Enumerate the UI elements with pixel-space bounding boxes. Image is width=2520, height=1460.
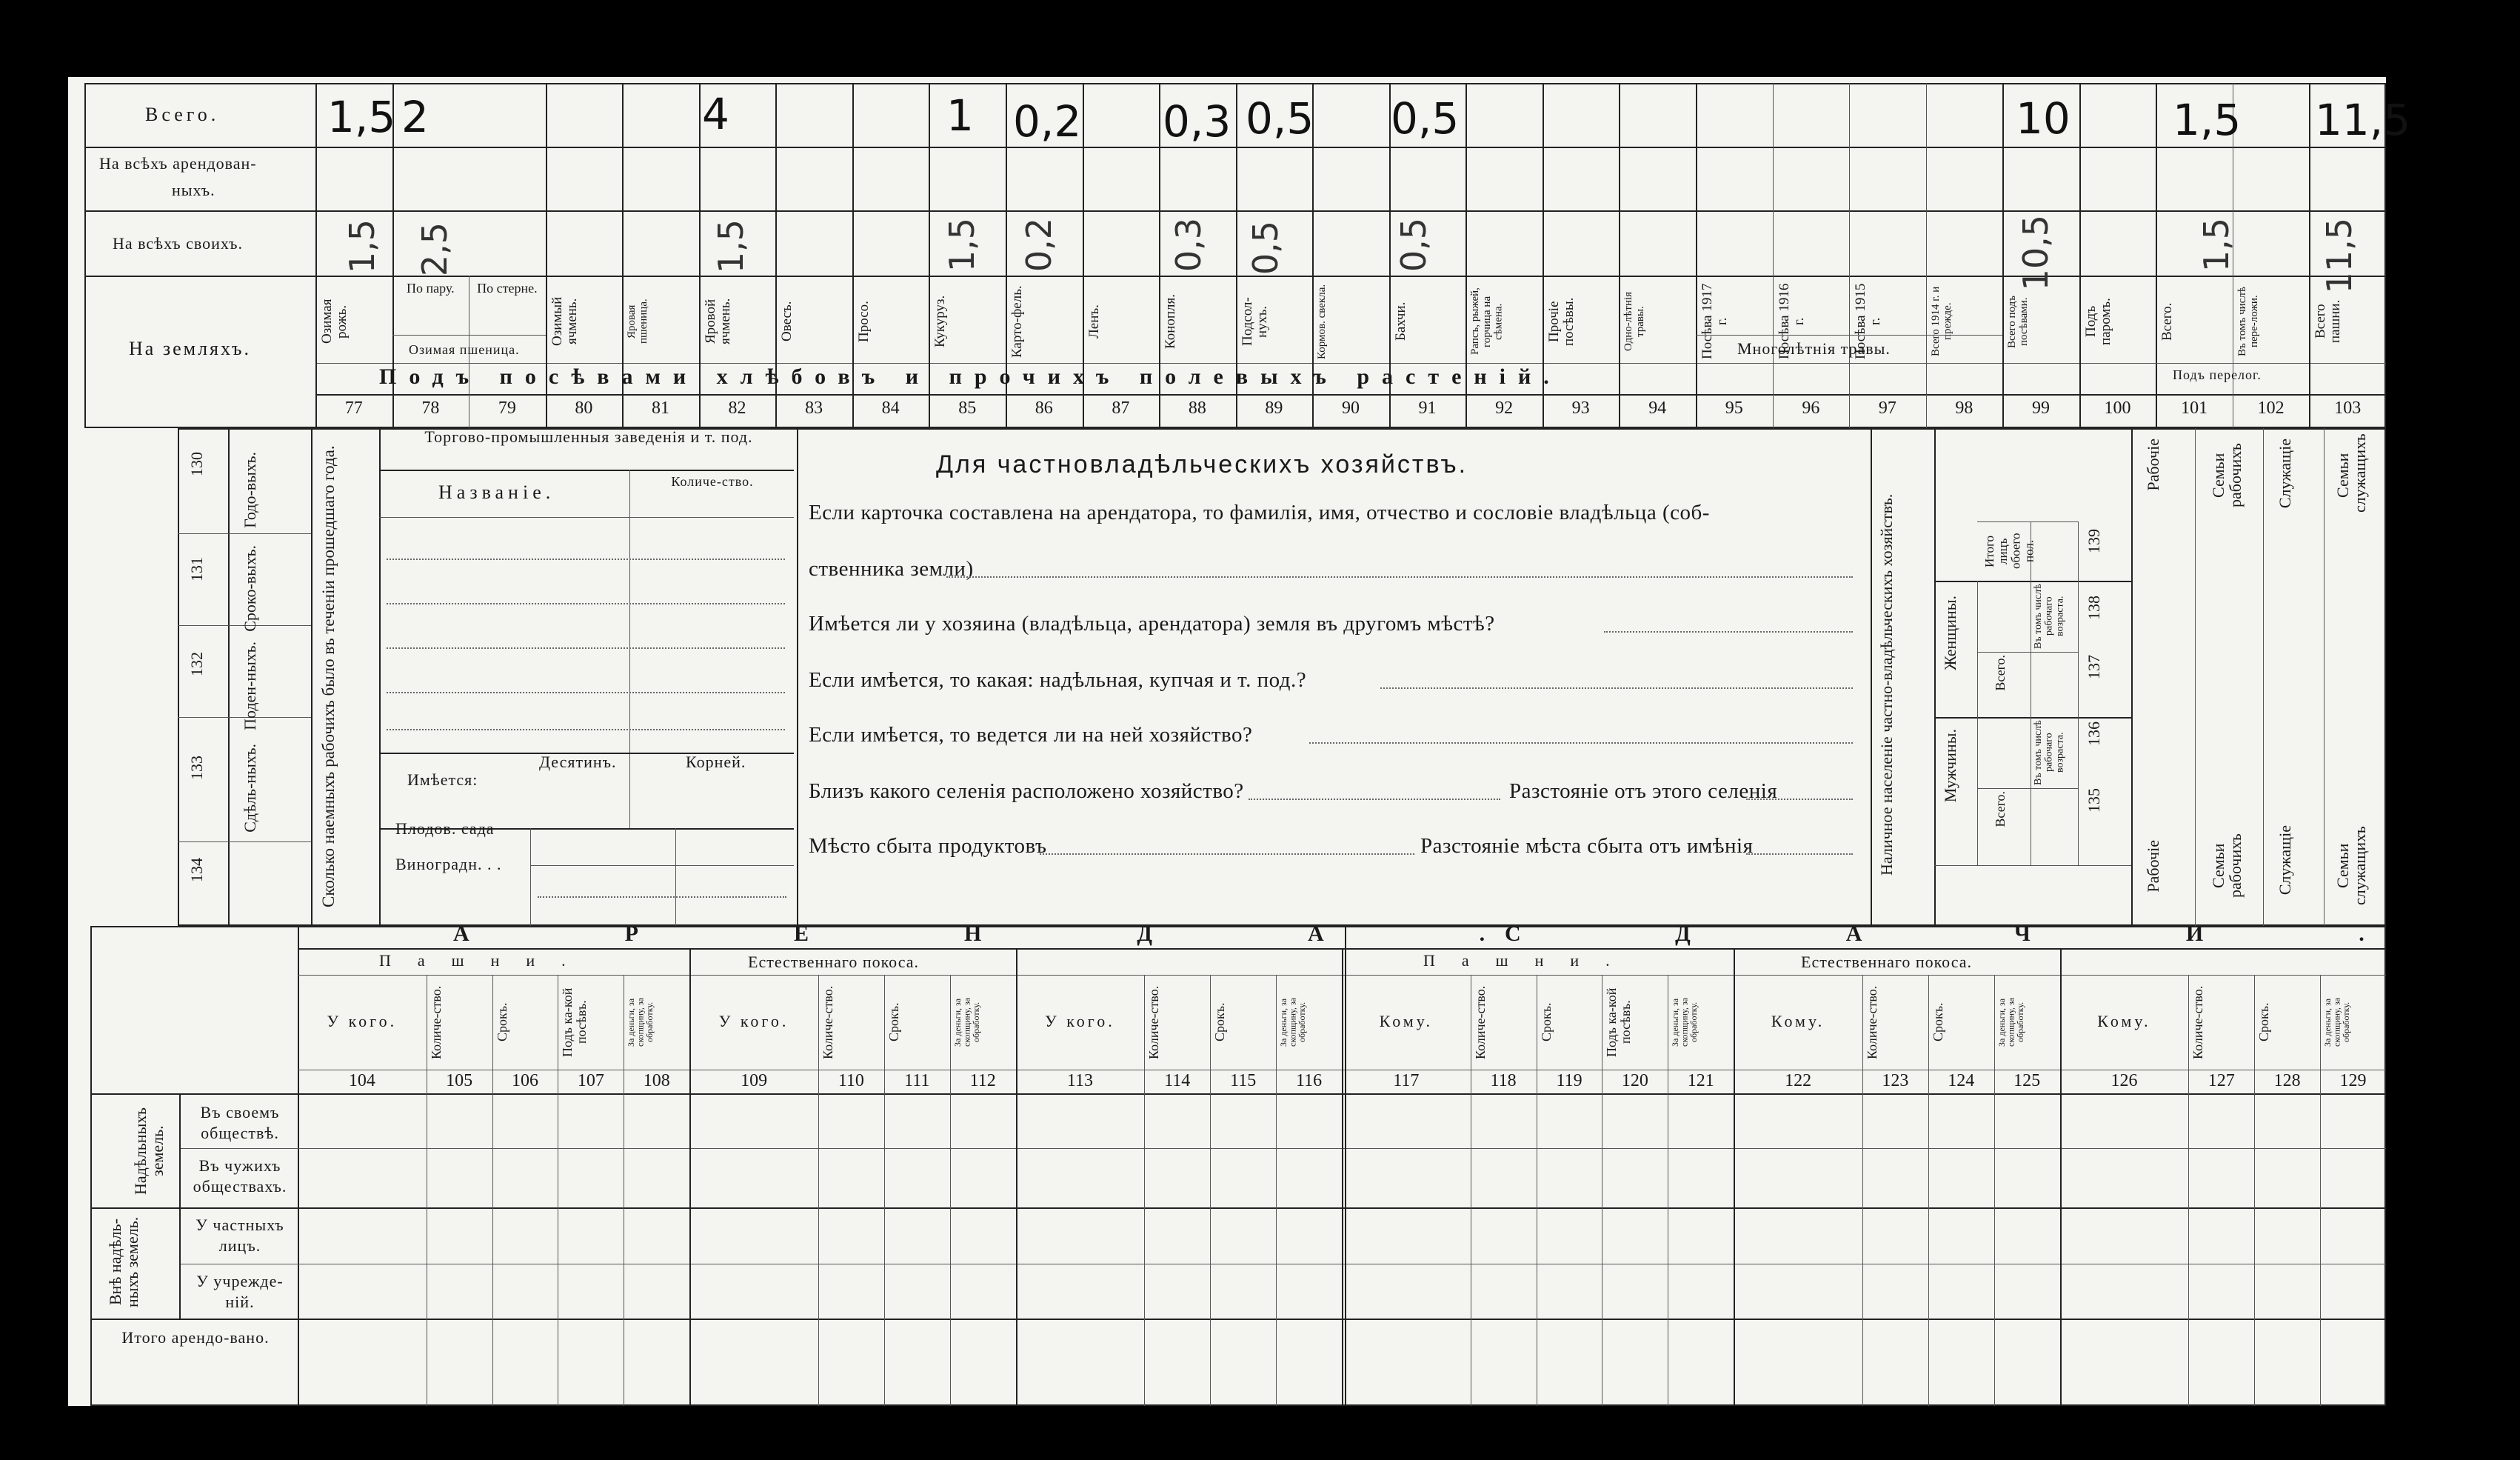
lease-column-number: 118 (1490, 1071, 1517, 1090)
divider (90, 1093, 2386, 1095)
crops-banner: Подъ посѣвами хлѣбовъ и прочихъ полевыхъ растеній. (379, 364, 1562, 389)
crop-header: Рапсъ, рыжей, горчица на сѣмена. (1469, 287, 1505, 356)
crop-column-number: 79 (498, 399, 516, 418)
crop-header: Карто-фель. (1009, 285, 1025, 358)
crop-column-number: 100 (2104, 399, 2131, 418)
divider (1144, 975, 1145, 1406)
divider (818, 975, 819, 1406)
lease-column-number: 112 (969, 1071, 996, 1090)
lease-column-number: 123 (1882, 1071, 1909, 1090)
row-chuzhih: Въ чужихъ обществахъ. (193, 1156, 287, 1196)
q-line-7: Разстояніе отъ этого селенія (1509, 779, 1778, 803)
crop-header: Всего. (2159, 302, 2176, 341)
workers-godovyh: Годо-выхъ. (241, 452, 259, 528)
crop-column-number: 102 (2257, 399, 2285, 418)
row-label-svoih: На всѣхъ своихъ. (113, 234, 243, 253)
workers-number: 130 (187, 452, 206, 476)
divider (1276, 975, 1277, 1406)
row-uchrezhdeniy: У учрежде-ній. (196, 1272, 284, 1311)
divider (530, 865, 794, 866)
divider (1994, 975, 1995, 1406)
itogo-obobshch-label: Итого лицъ обоего пол. (1982, 533, 2036, 570)
divider (1977, 581, 1978, 865)
hw-svoih-kukuruza: 1,5 (942, 218, 982, 273)
divider (298, 926, 299, 1406)
right-sluzh-bot: Служащіе (2276, 825, 2294, 896)
q-line-5: Если имѣется, то ведется ли на ней хозяйство? (809, 723, 1253, 747)
crop-column-number: 91 (1418, 399, 1437, 418)
crop-column-number: 93 (1571, 399, 1590, 418)
crop-column-number: 87 (1112, 399, 1130, 418)
divider (530, 828, 531, 926)
divider (1934, 581, 2131, 582)
right-rabochie-bot: Рабочіе (2144, 840, 2162, 893)
crop-header: По стерне. (477, 281, 538, 296)
answer-line (1040, 853, 1414, 855)
dotted-line (387, 603, 785, 604)
pop-number: 137 (2085, 655, 2103, 679)
crop-header: Яровой ячмень. (702, 298, 733, 345)
row-label-vsego: Всего. (145, 104, 220, 125)
divider (2156, 363, 2309, 364)
hw-svoih-bahchi: 0,5 (1394, 218, 1434, 273)
divider (315, 83, 317, 428)
lease-column-number: 116 (1295, 1071, 1323, 1090)
answer-line (1249, 799, 1500, 800)
divider (392, 335, 546, 336)
crop-header: Бахчи. (1392, 301, 1408, 341)
crop-column-number: 99 (2031, 399, 2050, 418)
crop-header: Просо. (855, 301, 872, 342)
pop-v-tom-chisle-m: Въ томъ числѣ рабочаго возраста. (2033, 720, 2066, 785)
hw-svoih-kartofel: 0,2 (1019, 218, 1059, 273)
right-rabochie-top: Рабочіе (2144, 439, 2162, 491)
lease-column-number: 106 (512, 1071, 538, 1090)
crop-column-number: 86 (1035, 399, 1053, 418)
divider (675, 828, 676, 926)
desyatin-label: Десятинъ. (539, 753, 617, 771)
row-label-arend-1: На всѣхъ арендован- (99, 154, 257, 173)
workers-podennyh: Поден-ныхъ. (241, 641, 259, 730)
divider (1934, 865, 2131, 866)
pokosa-arenda: Естественнаго покоса. (748, 953, 920, 971)
divider (1696, 335, 2002, 336)
divider (1849, 83, 1850, 428)
answer-line (1746, 853, 1853, 855)
lease-column-number: 125 (2013, 1071, 2041, 1090)
right-semi-sluzh-bot: Семьи служащихъ (2333, 826, 2370, 906)
hw-svoih-pashni: 11,5 (2319, 218, 2359, 294)
divider (2309, 83, 2310, 428)
q-line-3: Имѣется ли у хозяина (владѣльца, арендатора) земля въ другомъ мѣстѣ? (809, 612, 1495, 636)
divider (492, 975, 493, 1406)
crop-column-number: 96 (1802, 399, 1820, 418)
crop-column-number: 95 (1725, 399, 1743, 418)
lease-column-header: Кому. (1771, 1012, 1825, 1030)
divider (228, 428, 230, 926)
vinograd-label: Виноградн. . . (395, 855, 502, 873)
crop-column-number: 84 (881, 399, 900, 418)
hw-vsego-yarovoy: 4 (702, 89, 729, 139)
divider (1871, 428, 1872, 926)
q-line-1: Если карточка составлена на арендатора, то фамилія, имя, отчество и сословіе владѣльца (соб- (809, 501, 1710, 524)
hw-svoih-ozimaya: 1,5 (342, 219, 382, 274)
ozimaya-pshenitsa-label: Озимая пшеница. (409, 342, 520, 357)
lease-column-header: Срокъ. (886, 1002, 901, 1042)
lease-column-number: 120 (1621, 1071, 1648, 1090)
nazvanie-label: Названіе. (438, 481, 555, 503)
lease-column-header: Срокъ. (1212, 1002, 1228, 1042)
crop-header: Озимый ячмень. (549, 296, 580, 347)
divider (315, 363, 2386, 364)
pop-v-tom-chisle-zh: Въ томъ числѣ рабочаго возраста. (2033, 584, 2066, 649)
lease-column-number: 104 (348, 1071, 375, 1090)
vne-nadel-label: Внѣ надѣль-ныхъ земель. (106, 1216, 142, 1308)
divider (1977, 788, 2078, 789)
dotted-line (387, 647, 785, 649)
answer-line (1746, 799, 1853, 800)
lease-column-number: 110 (838, 1071, 864, 1090)
lease-column-header: За деньги, за скопщину, за обработку. (952, 998, 981, 1047)
divider (1977, 652, 2078, 653)
divider (2079, 83, 2081, 428)
crop-header: Ленъ. (1086, 304, 1102, 339)
lease-column-header: За деньги, за скопщину, за обработку. (2322, 998, 2352, 1047)
divider (1210, 975, 1211, 1406)
crop-column-number: 83 (805, 399, 823, 418)
crop-column-number: 88 (1188, 399, 1206, 418)
lease-column-header: У кого. (1045, 1012, 1115, 1030)
crop-header: Овесъ. (779, 301, 795, 342)
divider (2254, 975, 2255, 1406)
hw-vsego-kartofel: 0,2 (1013, 96, 1082, 147)
pop-vsego-m: Всего. (1993, 791, 2008, 827)
answer-line (946, 576, 1853, 578)
divider (2002, 83, 2004, 428)
mnogoletnie-label: Многолѣтнія травы. (1737, 339, 1891, 358)
lease-column-header: Количе-ство. (1864, 985, 1879, 1059)
row-itogo-arendovano: Итого арендо-вано. (121, 1328, 270, 1347)
private-title: Для частновладѣльческихъ хозяйствъ. (936, 450, 1468, 479)
lease-column-header: Кому. (2097, 1012, 2151, 1030)
crop-column-number: 92 (1495, 399, 1514, 418)
crop-header: По пару. (407, 281, 455, 296)
crop-header: Посѣва 1917 г. (1700, 283, 1730, 360)
divider (179, 1148, 2386, 1149)
hw-vsego-pashni: 11,5 (2315, 95, 2411, 145)
q-line-4: Если имѣется, то какая: надѣльная, купчая и т. под.? (809, 668, 1307, 692)
lease-column-header: Подъ ка-кой посѣвъ. (560, 987, 589, 1057)
crop-header: Всего 1914 г. и прежде. (1929, 286, 1953, 357)
crop-header: Озимая рожь. (319, 299, 350, 344)
hw-svoih-itogo-posev: 10,5 (2016, 215, 2056, 291)
hw-vsego-kukuruza: 1 (946, 90, 974, 141)
lease-column-number: 115 (1230, 1071, 1257, 1090)
sdachi-banner: СДАЧИ. (1505, 921, 2520, 946)
divider (315, 394, 2386, 396)
divider (1345, 926, 1346, 1406)
lease-column-number: 124 (1948, 1071, 1975, 1090)
nalichnoe-label: Наличное населеніе частно-владѣльческихъ хозяйствъ. (1877, 493, 1896, 876)
lease-column-number: 117 (1393, 1071, 1420, 1090)
hw-svoih-konoplya: 0,3 (1169, 218, 1209, 273)
divider (2324, 428, 2325, 926)
crop-column-number: 81 (651, 399, 669, 418)
divider (2131, 428, 2133, 926)
workers-number: 131 (187, 557, 206, 581)
crop-column-number: 77 (344, 399, 363, 418)
q-line-9: Разстояніе мѣста сбыта отъ имѣнія (1420, 834, 1754, 858)
lease-column-number: 107 (577, 1071, 604, 1090)
hw-svoih-paru: 2,5 (415, 222, 455, 277)
lease-column-number: 121 (1687, 1071, 1714, 1090)
kolichestvo-label: Количе-ство. (671, 474, 754, 489)
divider (884, 975, 885, 1406)
crop-header: Въ томъ числѣ пере-ложи. (2236, 287, 2260, 356)
divider (1696, 83, 1697, 428)
hw-vsego-ozimaya: 1,5 (327, 92, 396, 142)
q-line-8: Мѣсто сбыта продуктовъ (809, 834, 1047, 858)
right-semi-rab-bot: Семьи рабочихъ (2209, 833, 2245, 899)
nadelnyh-label: Надѣльныхъ земель. (131, 1107, 167, 1195)
lease-column-number: 111 (904, 1071, 930, 1090)
lease-column-number: 119 (1556, 1071, 1582, 1090)
lease-column-header: Кому. (1379, 1012, 1434, 1030)
crop-column-number: 82 (728, 399, 746, 418)
crop-header: Кукуруз. (932, 295, 949, 348)
lease-column-header: Количе-ство. (428, 985, 444, 1059)
lease-column-header: Срокъ. (494, 1002, 509, 1042)
divider (2156, 83, 2157, 428)
crop-header: Посѣва 1915 г. (1853, 283, 1884, 360)
workers-number: 132 (187, 652, 206, 676)
hw-vsego-podsolnuh: 0,5 (1246, 93, 1314, 144)
muzhchiny-label: Мужчины. (1941, 729, 1959, 803)
lease-column-header: За деньги, за скопщину, за обработку. (626, 998, 655, 1047)
row-label-arend-2: ныхъ. (172, 181, 215, 199)
pashni-sdachi: Пашни. (1423, 951, 1637, 970)
lease-column-header: Подъ ка-кой посѣвъ. (1604, 987, 1634, 1057)
lease-column-header: За деньги, за скопщину, за обработку. (1670, 998, 1700, 1047)
q-line-2: ственника земли) (809, 557, 974, 581)
crop-column-number: 103 (2334, 399, 2362, 418)
lease-column-header: Количе-ство. (820, 985, 835, 1059)
lease-column-header: За деньги, за скопщину, за обработку. (1996, 998, 2025, 1047)
crop-column-number: 101 (2181, 399, 2208, 418)
divider (178, 841, 311, 842)
answer-line (1309, 742, 1853, 744)
dotted-line (538, 896, 786, 898)
row-label-zemlyah: На земляхъ. (129, 338, 251, 359)
pop-number: 138 (2085, 596, 2103, 620)
lease-column-number: 108 (643, 1071, 670, 1090)
lease-column-number: 126 (2110, 1071, 2138, 1090)
divider (629, 470, 630, 828)
crop-header: Всего подъ посѣвами. (2006, 295, 2030, 348)
crop-column-number: 85 (958, 399, 977, 418)
divider (1619, 83, 1620, 428)
divider (2263, 428, 2264, 926)
crop-column-number: 98 (1955, 399, 1973, 418)
lease-column-header: Количе-ство. (1472, 985, 1488, 1059)
hw-svoih-perelog: 1,5 (2196, 218, 2236, 273)
crop-header: Одно-лѣтнія травы. (1622, 291, 1647, 352)
lease-column-header: Количе-ство. (1146, 985, 1162, 1059)
right-semi-rab-top: Семьи рабочихъ (2209, 443, 2245, 508)
dotted-line (387, 729, 785, 730)
lease-column-header: Срокъ. (1538, 1002, 1554, 1042)
lease-column-number: 109 (741, 1071, 768, 1090)
census-card (68, 77, 2520, 1406)
divider (311, 428, 313, 926)
workers-number: 133 (187, 756, 206, 780)
divider (1862, 975, 1863, 1406)
divider (950, 975, 951, 1406)
lease-column-header: Количе-ство. (2190, 985, 2206, 1059)
pop-number: 136 (2085, 721, 2103, 746)
hw-vsego-perelog: 1,5 (2173, 95, 2242, 145)
lease-column-header: Срокъ. (2256, 1002, 2272, 1042)
crop-column-number: 94 (1648, 399, 1667, 418)
hw-vsego-paru: 2 (401, 92, 429, 142)
plodov-label: Плодов. сада (395, 819, 495, 838)
pokosa-sdachi: Естественнаго покоса. (1801, 953, 1973, 971)
divider (2078, 521, 2079, 865)
dotted-line (387, 692, 785, 693)
pop-number: 139 (2085, 529, 2103, 553)
pashni-arenda: Пашни. (379, 951, 592, 970)
divider (90, 1319, 2386, 1320)
lease-column-number: 113 (1066, 1071, 1093, 1090)
dotted-line (387, 559, 785, 560)
hw-vsego-itogo-posev: 10 (2016, 93, 2071, 144)
divider (379, 428, 381, 926)
lease-column-number: 129 (2339, 1071, 2367, 1090)
lease-column-number: 128 (2273, 1071, 2301, 1090)
korney-label: Корней. (686, 753, 746, 771)
q-line-6: Близъ какого селенія расположено хозяйство? (809, 779, 1244, 803)
crop-header: Конопля. (1163, 293, 1179, 350)
pop-number: 135 (2085, 788, 2103, 813)
crop-header: Кормов. свекла. (1316, 284, 1328, 359)
divider (1926, 83, 1927, 428)
crop-header: Всего пашни. (2313, 299, 2344, 344)
divider (1773, 83, 1774, 428)
workers-sdelnyh: Сдѣль-ныхъ. (241, 744, 259, 833)
imeetsya-label: Имѣется: (407, 770, 478, 789)
lease-column-header: За деньги, за скопщину, за обработку. (1278, 998, 1308, 1047)
crop-header: Подъ паромъ. (2082, 298, 2113, 345)
right-sluzh-top: Служащіе (2276, 439, 2294, 509)
row-svoem: Въ своемъ обществѣ. (200, 1103, 280, 1142)
divider (1934, 428, 1936, 926)
crop-column-number: 90 (1341, 399, 1360, 418)
zhenshchiny-label: Женщины. (1941, 596, 1959, 670)
crop-header: Прочіе посѣвы. (1545, 297, 1577, 346)
crop-column-number: 80 (575, 399, 593, 418)
divider (1934, 717, 2131, 719)
pop-vsego-zh: Всего. (1993, 655, 2008, 691)
divider (179, 1093, 181, 1319)
crop-column-number: 97 (1878, 399, 1896, 418)
hw-svoih-yarovoy: 1,5 (711, 219, 751, 274)
divider (2320, 975, 2321, 1406)
arenda-banner: АРЕНДА. (453, 921, 1641, 946)
crop-header: Подсол-нухъ. (1239, 297, 1270, 346)
divider (797, 428, 798, 926)
crop-header: Яровая пшеница. (626, 299, 649, 344)
divider (2188, 975, 2189, 1406)
hw-vsego-bahchi: 0,5 (1391, 93, 1460, 144)
crop-column-number: 89 (1265, 399, 1283, 418)
hw-vsego-konoplya: 0,3 (1163, 96, 1231, 147)
divider (1928, 975, 1929, 1406)
crop-column-number: 78 (421, 399, 440, 418)
hw-svoih-podsolnuh: 0,5 (1246, 221, 1286, 276)
divider (2195, 428, 2196, 926)
lease-column-number: 122 (1785, 1071, 1812, 1090)
divider (90, 1207, 2386, 1209)
lease-column-header: У кого. (327, 1012, 398, 1030)
answer-line (1604, 631, 1853, 633)
crop-header: Посѣва 1916 г. (1776, 283, 1807, 360)
row-chastnyh: У частныхъ лицъ. (195, 1216, 284, 1255)
lease-column-number: 114 (1164, 1071, 1191, 1090)
workers-srokovyh: Сроко-выхъ. (241, 545, 259, 632)
torg-header: Торгово-промышленныя заведенія и т. под. (424, 427, 753, 446)
divider (379, 517, 794, 518)
right-semi-sluzh-top: Семьи служащихъ (2333, 433, 2370, 513)
lease-column-number: 105 (446, 1071, 473, 1090)
lease-column-header: У кого. (718, 1012, 789, 1030)
lease-column-header: Срокъ. (1930, 1002, 1945, 1042)
naemnyh-label: Сколько наемныхъ рабочихъ было въ теченіи прошедшаго года. (319, 445, 338, 907)
divider (178, 533, 311, 534)
pod-perelog-label: Подъ перелог. (2173, 367, 2262, 382)
workers-number: 134 (187, 858, 206, 882)
divider (379, 470, 794, 471)
lease-column-number: 127 (2207, 1071, 2235, 1090)
answer-line (1380, 687, 1853, 689)
